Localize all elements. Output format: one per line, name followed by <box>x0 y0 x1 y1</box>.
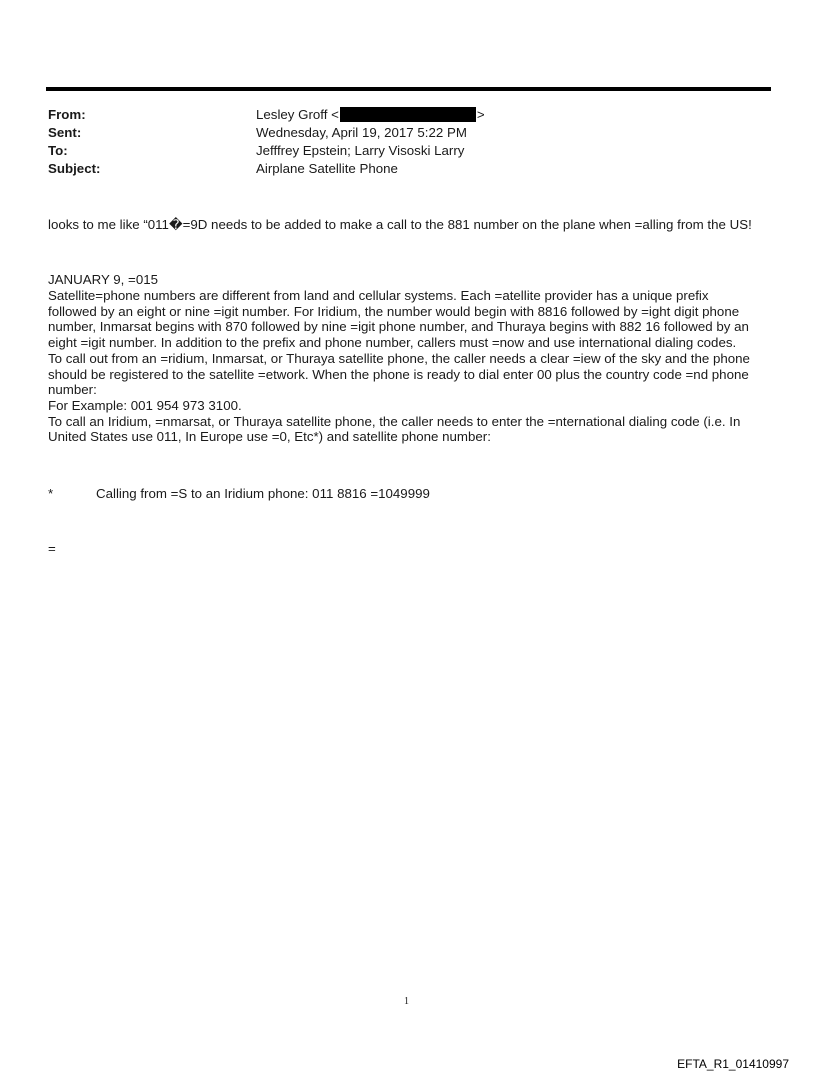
from-value <box>256 106 485 124</box>
date-line: JANUARY 9, =015 <box>48 272 159 287</box>
paragraph-line: number: <box>48 382 97 398</box>
from-name: Lesley Groff < <box>256 107 339 122</box>
bullet-text: Calling from =S to an Iridium phone: 011 8816 =1049999 <box>96 486 430 501</box>
to-value: Jefffrey Epstein; Larry Visoski Larry <box>256 143 465 158</box>
paragraph-line: To call an Iridium, =nmarsat, or Thuraya satellite phone, the caller needs to enter the =nternational dialing code (i.e. In <box>48 413 741 429</box>
paragraph-line: eight =igit number. In addition to the prefix and phone number, callers must =now and use international dialing codes. <box>48 335 737 351</box>
paragraph-line: should be registered to the satellite =etwork. When the phone is ready to dial enter 00 plus the country code =nd phone <box>48 366 749 382</box>
subject-value: Airplane Satellite Phone <box>256 161 398 176</box>
sent-label: Sent: <box>48 125 82 140</box>
bullet-mark: * <box>48 486 54 501</box>
paragraph-line: United States use 011, In Europe use =0, Etc*) and satellite phone number: <box>48 429 491 445</box>
page-number: 1 <box>404 996 409 1007</box>
header-rule <box>46 87 771 91</box>
from-label: From: <box>48 107 86 122</box>
trailing-mark: = <box>48 541 56 556</box>
paragraph-line: To call out from an =ridium, Inmarsat, or Thuraya satellite phone, the caller needs a clear =iew of the sky and the phone <box>48 350 750 366</box>
paragraph-line: number, Inmarsat begins with 870 followed by nine =igit phone number, and Thuraya begins with 882 16 followed by an <box>48 319 749 335</box>
to-label: To: <box>48 143 68 158</box>
redaction-box <box>340 107 476 122</box>
body-paragraph <box>48 288 773 445</box>
sent-value: Wednesday, April 19, 2017 5:22 PM <box>256 125 467 140</box>
paragraph-line: Satellite=phone numbers are different from land and cellular systems. Each =atellite provider has a unique prefix <box>48 288 709 303</box>
from-suffix: > <box>476 107 485 122</box>
intro-line: looks to me like “011�=9D needs to be added to make a call to the 881 number on the plane when =alling from the US! <box>48 217 752 232</box>
paragraph-line: For Example: 001 954 973 3100. <box>48 397 242 413</box>
paragraph-line: followed by an eight or nine =igit number. For Iridium, the number would begin with 8816 followed by =ight digit phone <box>48 303 740 319</box>
document-id: EFTA_R1_01410997 <box>677 1057 789 1071</box>
subject-label: Subject: <box>48 161 101 176</box>
